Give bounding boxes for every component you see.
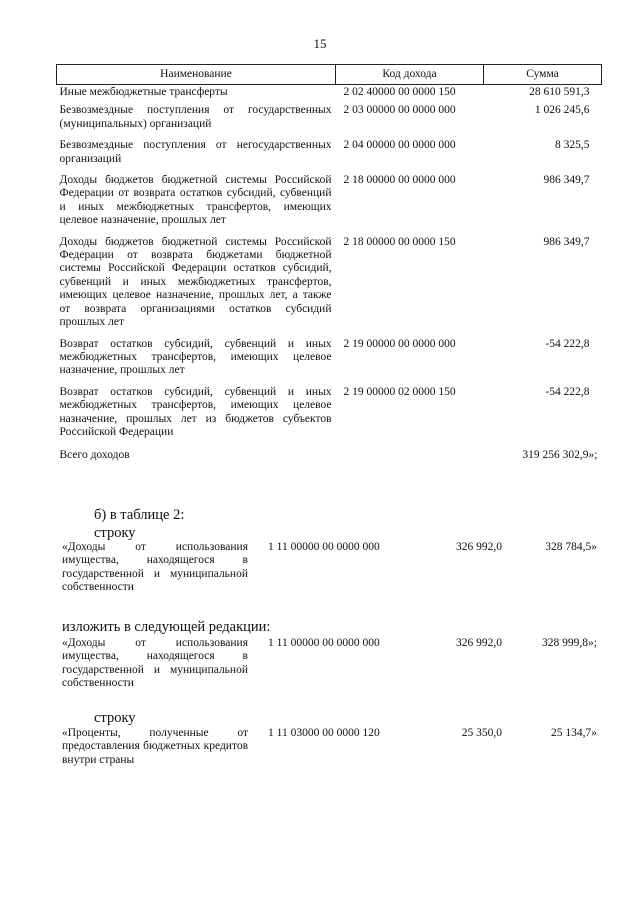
row-name: «Доходы от использования имущества, находящегося в государственной и муниципальной собственности <box>62 637 248 690</box>
row-code: 2 02 40000 00 0000 150 <box>343 86 456 98</box>
total-row <box>57 447 602 470</box>
row-code: 2 19 00000 00 0000 000 <box>343 337 456 350</box>
row-sum: 1 026 245,6 <box>534 104 590 117</box>
row-name: Доходы бюджетов бюджетной системы Российской Федерации от возврата остатков субсидий, субвенций и иных межбюджетных трансфертов, имеющих целевое назначение, прошлых лет <box>59 174 332 227</box>
table-row <box>57 236 602 338</box>
header-name: Наименование <box>57 65 336 85</box>
row-code: 2 18 00000 00 0000 150 <box>343 235 456 248</box>
total-label: Всего доходов <box>59 449 130 462</box>
row-name: Доходы бюджетов бюджетной системы Российской Федерации от возврата бюджетами бюджетной системы Российской Федерации остатков субсидий, субвенций и иных межбюджетных трансфертов, имеющих целевое назначение, прошлых лет, а также от возврата организациями остатков субсидий прошлых лет <box>59 235 332 329</box>
row-name: «Проценты, полученные от предоставления бюджетных кредитов внутри страны <box>62 727 248 766</box>
row-code: 1 11 00000 00 0000 000 <box>268 637 380 649</box>
row-code: 2 18 00000 00 0000 000 <box>343 174 456 187</box>
row-name: «Доходы от использования имущества, находящегося в государственной и муниципальной собственности <box>62 541 248 594</box>
row-value-1: 326 992,0 <box>456 541 502 553</box>
table-row <box>57 174 602 236</box>
header-sum: Сумма <box>484 65 602 85</box>
table-row <box>57 104 602 139</box>
table-row <box>57 386 602 448</box>
row-name: Безвозмездные поступления от негосударственных организаций <box>59 139 332 165</box>
total-sum: 319 256 302,9»; <box>522 449 598 462</box>
row-code: 2 04 00000 00 0000 000 <box>343 139 456 152</box>
row-code: 1 11 00000 00 0000 000 <box>268 541 380 553</box>
row-sum: 986 349,7 <box>543 235 590 248</box>
page-number: 15 <box>313 36 327 51</box>
row-value-1: 25 350,0 <box>461 727 502 739</box>
row-code: 2 03 00000 00 0000 000 <box>343 104 456 117</box>
row-value-2: 25 134,7» <box>551 727 597 739</box>
header-code: Код дохода <box>336 65 484 85</box>
row-name: Возврат остатков субсидий, субвенций и иных межбюджетных трансфертов, имеющих целевое назначение, прошлых лет <box>59 337 332 377</box>
row-value-2: 328 999,8»; <box>542 637 597 649</box>
table-row <box>57 338 602 386</box>
table-header-row <box>57 65 602 85</box>
row-value-1: 326 992,0 <box>456 637 502 649</box>
revenue-table <box>56 64 602 471</box>
table-row <box>57 85 602 105</box>
row-name: Безвозмездные поступления от государственных (муниципальных) организаций <box>59 104 332 130</box>
row-sum: -54 222,8 <box>545 337 590 350</box>
table-row <box>57 139 602 174</box>
replace-heading: изложить в следующей редакции: <box>62 619 271 635</box>
row-word-2: строку <box>94 710 136 726</box>
row-sum: 8 325,5 <box>555 139 590 152</box>
row-name: Возврат остатков субсидий, субвенций и иных межбюджетных трансфертов, имеющих целевое назначение, прошлых лет из бюджетов субъектов Российской Федерации <box>59 385 332 438</box>
row-value-2: 328 784,5» <box>545 541 597 553</box>
section-heading-b: б) в таблице 2: <box>94 507 185 523</box>
row-code: 2 19 00000 02 0000 150 <box>343 385 456 398</box>
row-sum: 986 349,7 <box>543 174 590 187</box>
row-code: 1 11 03000 00 0000 120 <box>268 727 380 739</box>
row-word-1: строку <box>94 525 136 541</box>
row-sum: -54 222,8 <box>545 385 590 398</box>
row-name: Иные межбюджетные трансферты <box>59 86 228 98</box>
row-sum: 28 610 591,3 <box>529 86 590 98</box>
